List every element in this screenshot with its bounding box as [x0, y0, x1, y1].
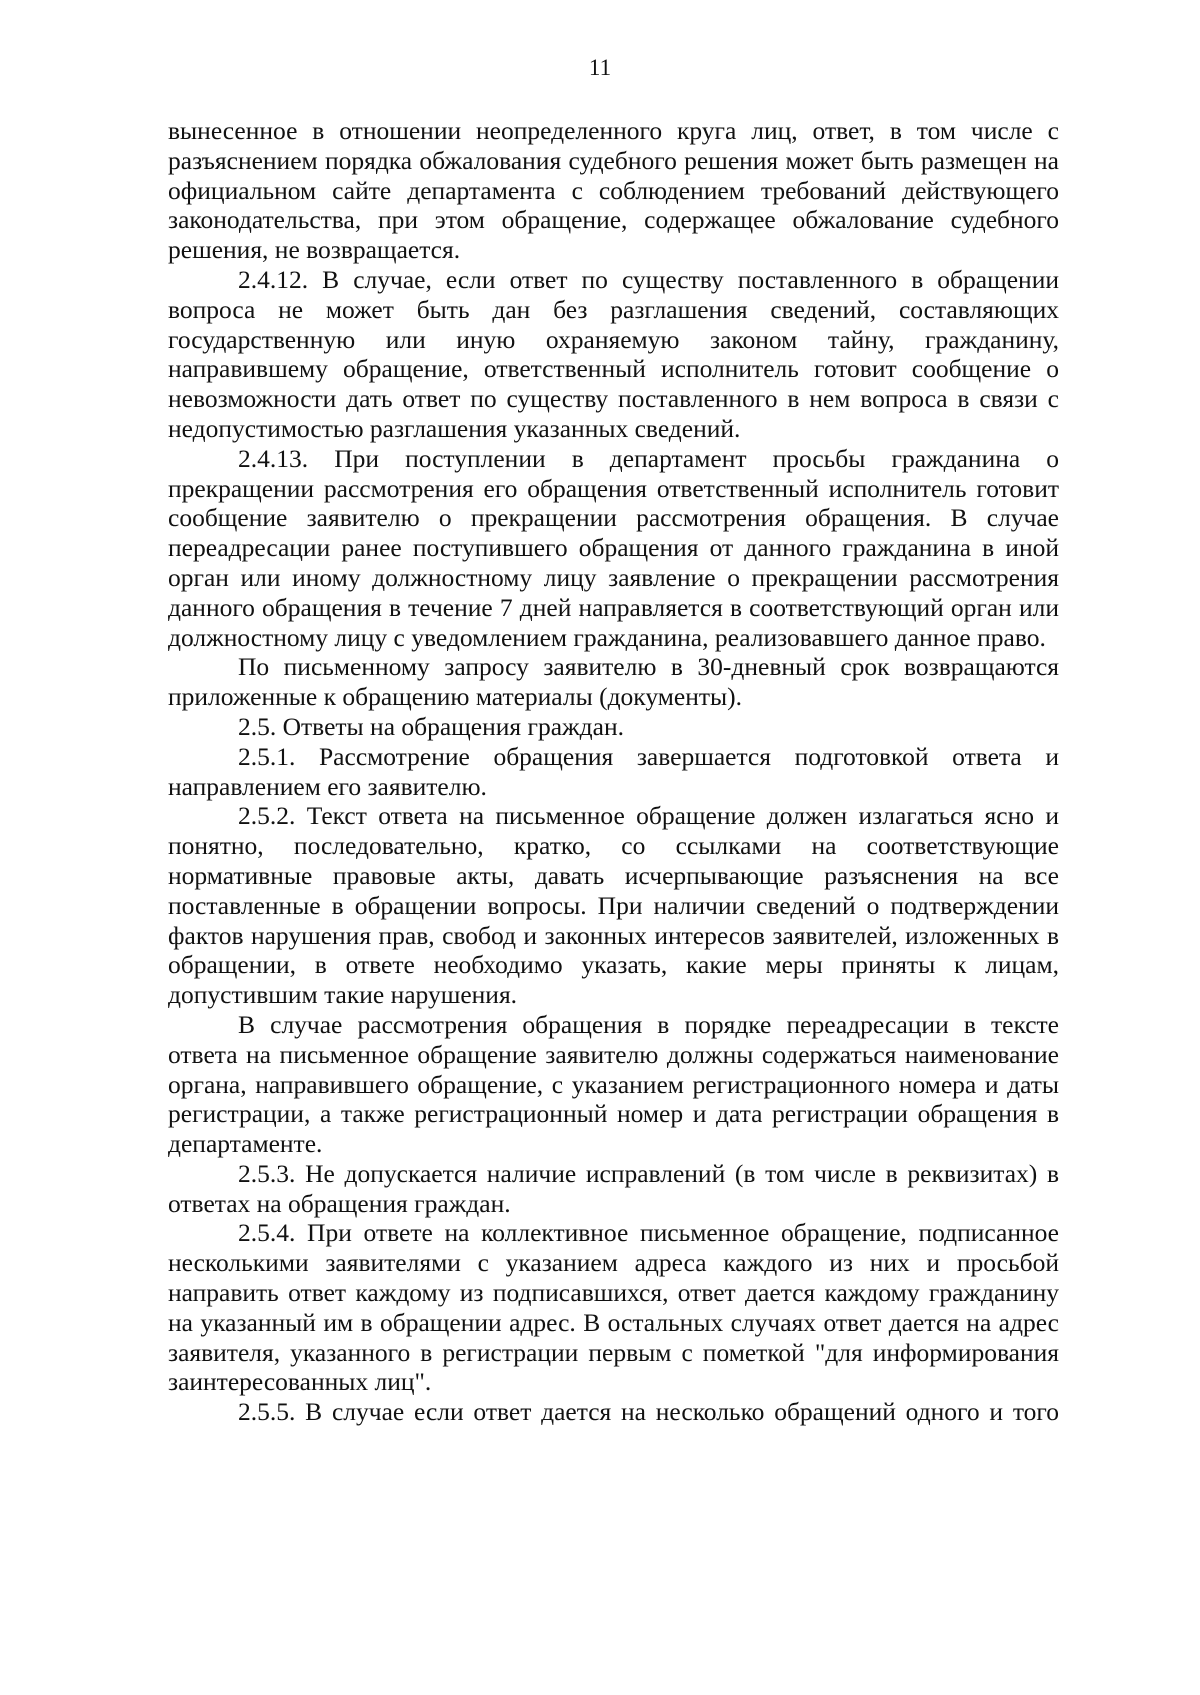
document-body — [168, 116, 1059, 1427]
page-number: 11 — [588, 55, 612, 80]
paragraph-2-4-12: 2.4.12. В случае, если ответ по существу поставленного в обращении вопроса не может быть дан без разглашения сведений, составляющих государственную или иную охраняемую законом тайну, гражданину, направившему обращение, ответственный исполнитель готовит сообщение о невозможности дать ответ по существу поставленного в нем вопроса в связи с недопустимостью разглашения указанных сведений. — [168, 264, 1059, 443]
paragraph-2-5-5: 2.5.5. В случае если ответ дается на несколько обращений одного и того — [238, 1397, 1059, 1427]
paragraph-document-return: По письменному запросу заявителю в 30-дневный срок возвращаются приложенные к обращению материалы (документы). — [168, 652, 1059, 712]
paragraph-2-5-1: 2.5.1. Рассмотрение обращения завершается подготовкой ответа и направлением его заявителю. — [168, 741, 1059, 801]
paragraph-2-5-3: 2.5.3. Не допускается наличие исправлений (в том числе в реквизитах) в ответах на обращения граждан. — [168, 1158, 1059, 1218]
paragraph-continuation: вынесенное в отношении неопределенного круга лиц, ответ, в том числе с разъяснением порядка обжалования судебного решения может быть размещен на официальном сайте департамента с соблюдением требований действующего законодательства, при этом обращение, содержащее обжалование судебного решения, не возвращается. — [168, 116, 1059, 265]
paragraph-readdressing: В случае рассмотрения обращения в порядке переадресации в тексте ответа на письменное обращение заявителю должны содержаться наименование органа, направившего обращение, с указанием регистрационного номера и даты регистрации, а также регистрационный номер и дата регистрации обращения в департаменте. — [168, 1009, 1059, 1159]
paragraph-2-5-2: 2.5.2. Текст ответа на письменное обращение должен излагаться ясно и понятно, последовательно, кратко, со ссылками на соответствующие нормативные правовые акты, давать исчерпывающие разъяснения на все поставленные в обращении вопросы. При наличии сведений о подтверждении фактов нарушения прав, свобод и законных интересов заявителей, изложенных в обращении, в ответе необходимо указать, какие меры приняты к лицам, допустившим такие нарушения. — [168, 801, 1059, 1010]
section-heading-2-5: 2.5. Ответы на обращения граждан. — [238, 711, 624, 741]
paragraph-2-5-4: 2.5.4. При ответе на коллективное письменное обращение, подписанное несколькими заявителями с указанием адреса каждого из них и просьбой направить ответ каждому из подписавшихся, ответ дается каждому гражданину на указанный им в обращении адрес. В остальных случаях ответ дается на адрес заявителя, указанного в регистрации первым с пометкой "для информирования заинтересованных лиц". — [168, 1218, 1059, 1397]
paragraph-2-4-13: 2.4.13. При поступлении в департамент просьбы гражданина о прекращении рассмотрения его обращения ответственный исполнитель готовит сообщение заявителю о прекращении рассмотрения обращения. В случае переадресации ранее поступившего обращения от данного гражданина в иной орган или иному должностному лицу заявление о прекращении рассмотрения данного обращения в течение 7 дней направляется в соответствующий орган или должностному лицу с уведомлением гражданина, реализовавшего данное право. — [168, 443, 1059, 652]
